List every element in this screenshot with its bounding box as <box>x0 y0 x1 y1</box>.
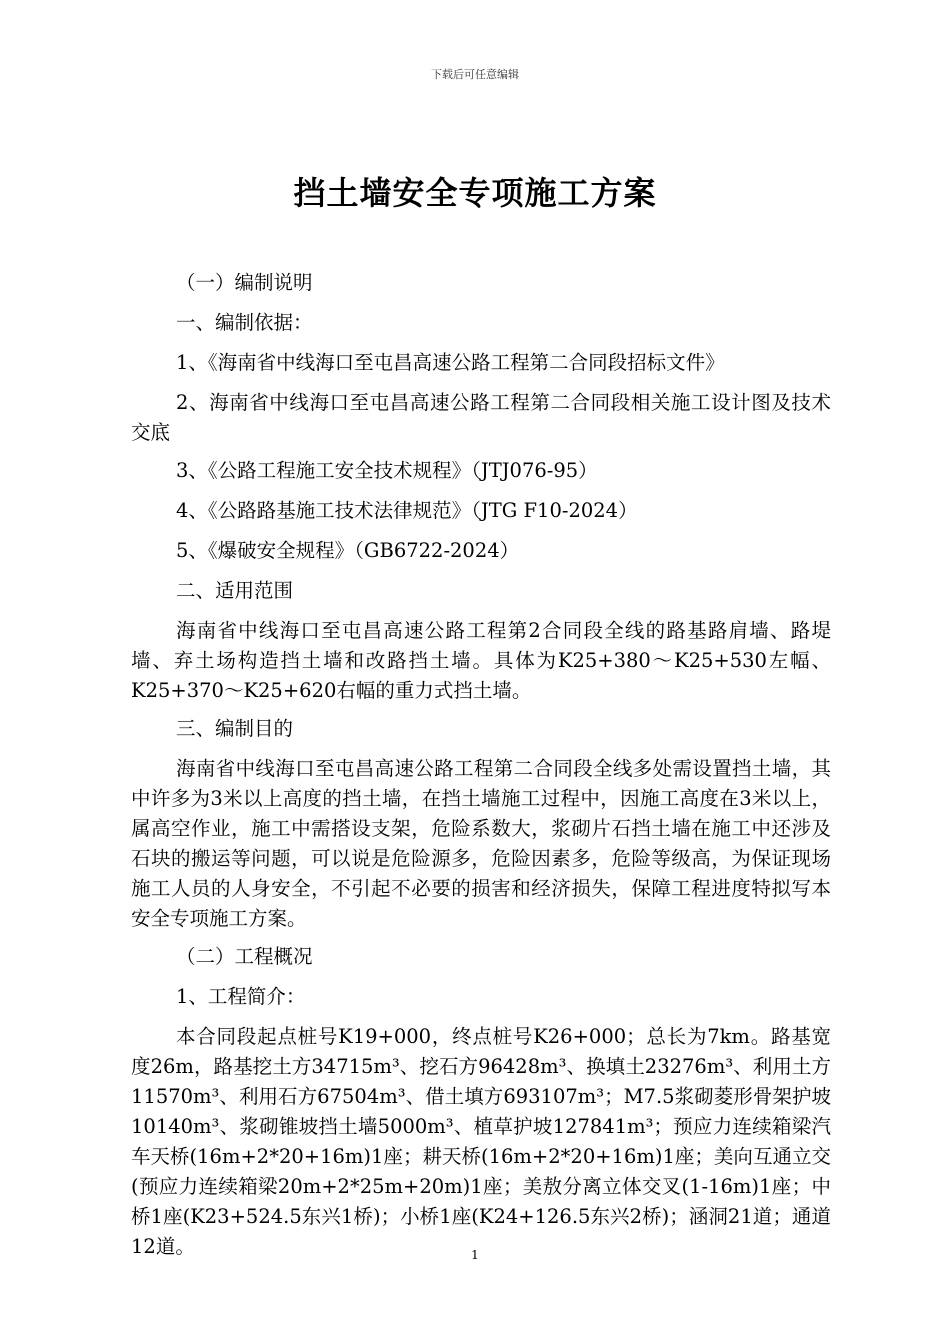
subsection-heading-intro: 1、工程简介： <box>176 985 306 1008</box>
section-heading-2: （二）工程概况 <box>176 945 313 968</box>
basis-item-2: 2、海南省中线海口至屯昌高速公路工程第二合同段相关施工设计图及技术交底 <box>131 391 831 444</box>
document-body <box>131 268 831 1270</box>
basis-item-4: 4、《公路路基施工技术法律规范》（JTG F10-2024） <box>176 499 638 522</box>
subsection-heading-purpose: 三、编制目的 <box>176 717 294 740</box>
subsection-heading-scope: 二、适用范围 <box>176 579 294 602</box>
basis-item-1: 1、《海南省中线海口至屯昌高速公路工程第二合同段招标文件》 <box>176 351 725 374</box>
basis-item-3: 3、《公路工程施工安全技术规程》（JTJ076-95） <box>176 459 598 482</box>
page-number: 1 <box>471 1248 479 1262</box>
scope-paragraph: 海南省中线海口至屯昌高速公路工程第2合同段全线的路基路肩墙、路堤墙、弃土场构造挡土墙和改路挡土墙。具体为K25+380～K25+530左幅、K25+370～K25+620右幅的重力式挡土墙。 <box>131 619 831 702</box>
purpose-paragraph: 海南省中线海口至屯昌高速公路工程第二合同段全线多处需设置挡土墙，其中许多为3米以上高度的挡土墙，在挡土墙施工过程中，因施工高度在3米以上，属高空作业，施工中需搭设支架，危险系数大，浆砌片石挡土墙在施工中还涉及石块的搬运等问题，可以说是危险源多，危险因素多，危险等级高，为保证现场施工人员的人身安全，不引起不必要的损害和经济损失，保障工程进度特拟写本安全专项施工方案。 <box>131 757 831 930</box>
document-title: 挡土墙安全专项施工方案 <box>293 174 657 212</box>
subsection-heading-basis: 一、编制依据： <box>176 311 313 334</box>
basis-item-5: 5、《爆破安全规程》（GB6722-2024） <box>176 539 520 562</box>
section-heading-1: （一）编制说明 <box>176 271 313 294</box>
intro-paragraph: 本合同段起点桩号K19+000，终点桩号K26+000；总长为7km。路基宽度26m，路基挖土方34715m³、挖石方96428m³、换填土23276m³、利用土方11570m³、利用石方67504m³、借土填方693107m³；M7.5浆砌菱形骨架护坡10140m³、浆砌锥坡挡土墙5000m³、植草护坡127841m³；预应力连续箱梁汽车天桥(16m+2*20+16m)1座；耕天桥(16m+2*20+16m)1座；美向互通立交(预应力连续箱梁20m+2*25m+20m)1座；美敖分离立体交叉(1-16m)1座；中桥1座(K23+524.5东兴1桥)；小桥1座(K24+126.5东兴2桥)；涵洞21道；通道12道。 <box>131 1025 831 1258</box>
page-header: 下载后可任意编辑 <box>431 68 519 81</box>
